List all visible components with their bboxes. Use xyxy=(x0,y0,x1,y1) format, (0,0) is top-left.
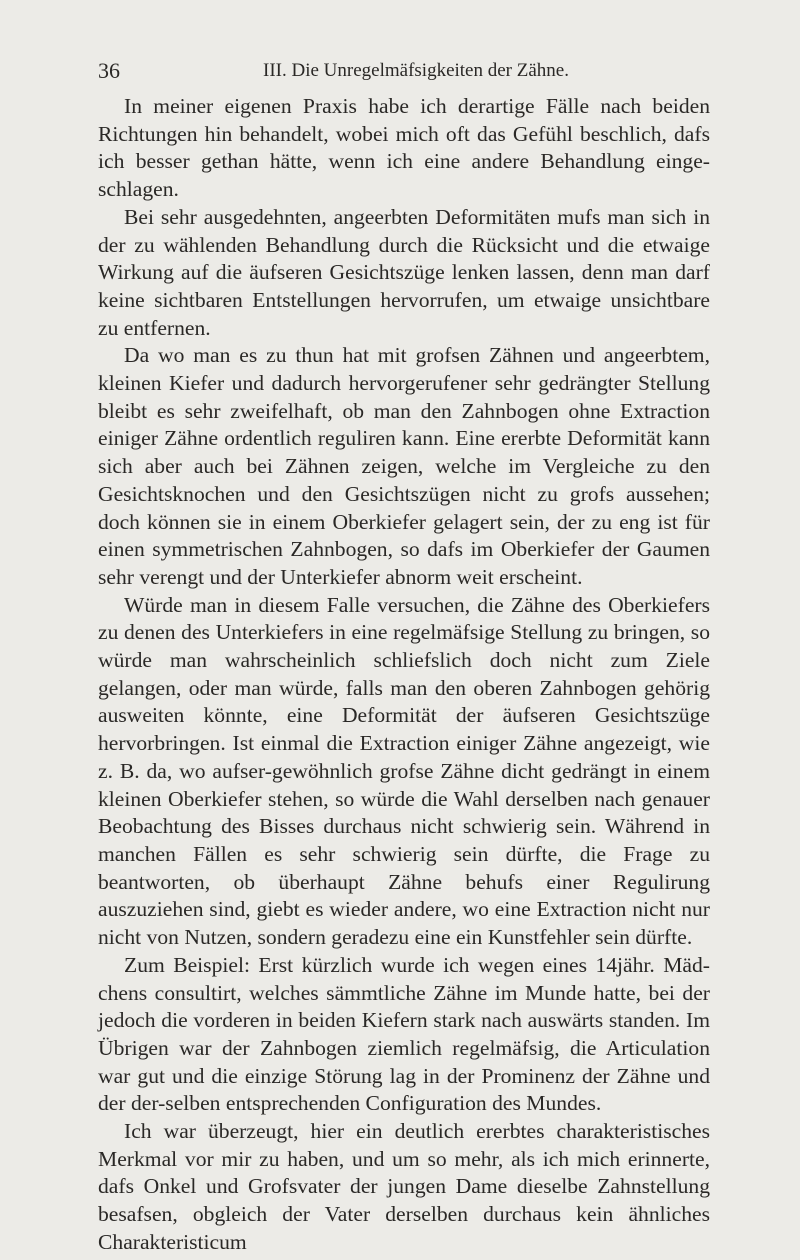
paragraph: Da wo man es zu thun hat mit grofsen Zähnen und angeerbtem, kleinen Kiefer und dadurch hervorgerufener sehr gedrängter Stellung bleibt es sehr zweifelhaft, ob man den Zahnbogen ohne Extraction einiger Zähne ordentlich reguliren kann. Eine ererbte Deformität kann sich aber auch bei Zähnen zeigen, welche im Vergleiche zu den Gesichtsknochen und den Gesichtszügen nicht zu grofs aussehen; doch können sie in einem Oberkiefer gelagert sein, der zu eng ist für einen symmetrischen Zahnbogen, so dafs im Oberkiefer der Gaumen sehr verengt und der Unterkiefer abnorm weit erscheint. xyxy=(98,343,710,589)
paragraph: Zum Beispiel: Erst kürzlich wurde ich wegen eines 14jähr. Mäd-chens consultirt, welches sämmtliche Zähne im Munde hatte, bei der jedoch die vorderen in beiden Kiefern stark nach auswärts standen. Im Übrigen war der Zahnbogen ziemlich regelmäfsig, die Articulation war gut und die einzige Störung lag in der Prominenz der Zähne und der der-selben entsprechenden Configuration des Mundes. xyxy=(98,952,710,1116)
paragraph: Bei sehr ausgedehnten, angeerbten Deformitäten mufs man sich in der zu wählenden Behandlung durch die Rücksicht und die etwaige Wirkung auf die äufseren Gesichtszüge lenken lassen, denn man darf keine sichtbaren Entstellungen hervorrufen, um etwaige unsichtbare zu entfernen. xyxy=(98,204,710,340)
paragraph: In meiner eigenen Praxis habe ich derartige Fälle nach beiden Richtungen hin behandelt, wobei mich oft das Gefühl beschlich, dafs ich besser gethan hätte, wenn ich eine andere Behandlung einge-schlagen. xyxy=(98,94,710,202)
paragraph: Würde man in diesem Falle versuchen, die Zähne des Oberkiefers zu denen des Unterkiefers in eine regelmäfsige Stellung zu bringen, so würde man wahrscheinlich schliefslich doch nicht zum Ziele gelangen, oder man würde, falls man den oberen Zahnbogen gehörig ausweiten könnte, eine Deformität der äufseren Gesichtszüge hervorbringen. Ist einmal die Extraction einiger Zähne angezeigt, wie z. B. da, wo aufser-gewöhnlich grofse Zähne dicht gedrängt in einem kleinen Oberkiefer stehen, so würde die Wahl derselben nach genauer Beobachtung des Bisses durchaus nicht schwierig sein. Während in manchen Fällen es sehr schwierig sein dürfte, die Frage zu beantworten, ob überhaupt Zähne behufs einer Regulirung auszuziehen sind, giebt es wieder andere, wo eine Extraction nicht nur nicht von Nutzen, sondern geradezu eine ein Kunstfehler sein dürfte. xyxy=(98,592,710,950)
body-text xyxy=(98,93,710,1257)
running-title: III. Die Unregelmäfsigkeiten der Zähne. xyxy=(263,60,569,81)
paragraph: Ich war überzeugt, hier ein deutlich ererbtes charakteristisches Merkmal vor mir zu haben, und um so mehr, als ich mich erinnerte, dafs Onkel und Grofsvater der jungen Dame dieselbe Zahnstellung besafsen, obgleich der Vater derselben durchaus kein ähnliches Charakteristicum xyxy=(98,1119,710,1254)
page-header xyxy=(98,56,710,86)
page-number: 36 xyxy=(98,58,120,83)
